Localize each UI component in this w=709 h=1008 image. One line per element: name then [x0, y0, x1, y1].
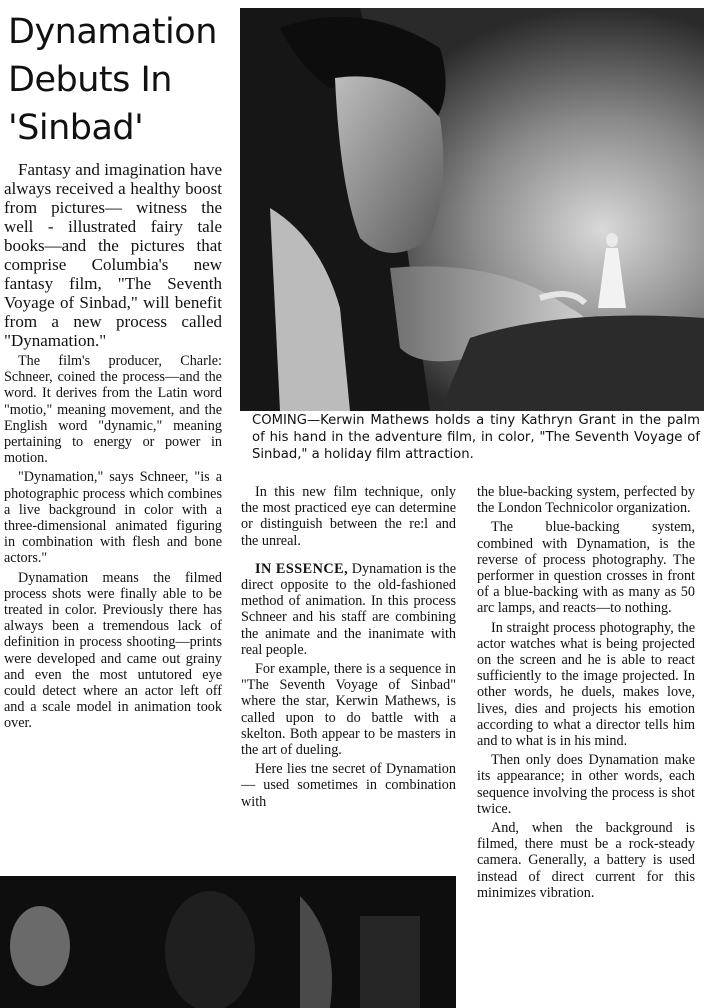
paragraph: The film's producer, Charle: Schneer, coined the process—and the word. It derives from the Latin word "motio," meaning movement, and the English word "dynamic," meaning pertaining to energy or power in motion.	[4, 353, 222, 467]
photo-sinbad-hand-image	[240, 8, 704, 411]
paragraph: The blue-backing system, combined with Dynamation, is the reverse of process photography. The performer in question crosses in front of a blue-backing with as many as 50 arc lamps, and reacts—to nothing.	[477, 519, 695, 617]
paragraph: In this new film technique, only the most practiced eye can determine or distinguish between the re:l and the unreal.	[241, 484, 456, 549]
paragraph: the blue-backing system, perfected by the London Technicolor organization.	[477, 484, 695, 517]
headline-line-2: Debuts In	[8, 60, 172, 100]
headline-line-1: Dynamation	[8, 12, 217, 52]
paragraph: And, when the background is filmed, there must be a rock-steady camera. Generally, a battery is used instead of direct current for this minimizes vibration.	[477, 820, 695, 901]
article-column-3	[477, 484, 695, 904]
paragraph: Here lies tne secret of Dynamation — used sometimes in combination with	[241, 761, 456, 810]
headline-line-3: 'Sinbad'	[8, 108, 144, 148]
caption-lead: COMING—	[252, 413, 321, 428]
caption-text: Kerwin Mathews holds a tiny Kathryn Grant in the palm of his hand in the adventure film, in color, "The Seventh Voyage of Sinbad," a holiday film attraction.	[252, 413, 700, 462]
paragraph: Then only does Dynamation make its appearance; in other words, each sequence involving the process is shot twice.	[477, 752, 695, 817]
paragraph: For example, there is a sequence in "The Seventh Voyage of Sinbad" where the star, Kerwin Mathews, is called upon to do battle with a skelton. Both appear to be masters in the art of dueling.	[241, 661, 456, 759]
paragraph-text: Dynamation is the direct opposite to the old-fashioned method of animation. In this process Schneer and his staff are combining the animate and the inanimate with real people.	[241, 560, 456, 658]
photo-bottom-image	[0, 876, 456, 1008]
paragraph: In straight process photography, the actor watches what is being projected on the screen and he is able to react sufficiently to the image projected. In other words, he duels, makes love, lives, dies and projects his emotion according to what a director tells him and to what is in his mind.	[477, 619, 695, 750]
paragraph	[241, 561, 456, 658]
article-column-1	[4, 160, 222, 735]
photo-caption	[252, 412, 700, 463]
main-photo	[240, 8, 704, 411]
paragraph: Fantasy and imagination have always received a healthy boost from pictures— witness the well - illustrated fairy tale books—and the pictures that comprise Columbia's new fantasy film, "The Seventh Voyage of Sinbad," will benefit from a new process called "Dynamation."	[4, 160, 222, 350]
paragraph: Dynamation means the filmed process shots were finally able to be treated in color. Previously there has always been a tremendous lack of definition in process shooting—prints were developed and came out grainy and even the most untutored eye could detect where an actor left off and a scale model in animation took over.	[4, 569, 222, 732]
article-column-2	[241, 484, 456, 813]
paragraph: "Dynamation," says Schneer, "is a photographic process which combines a live background in color with a three-dimensional animated figuring in combination with flesh and bone actors."	[4, 469, 222, 567]
bottom-photo	[0, 876, 456, 1008]
headline	[8, 8, 230, 152]
subhead: IN ESSENCE,	[255, 560, 349, 577]
